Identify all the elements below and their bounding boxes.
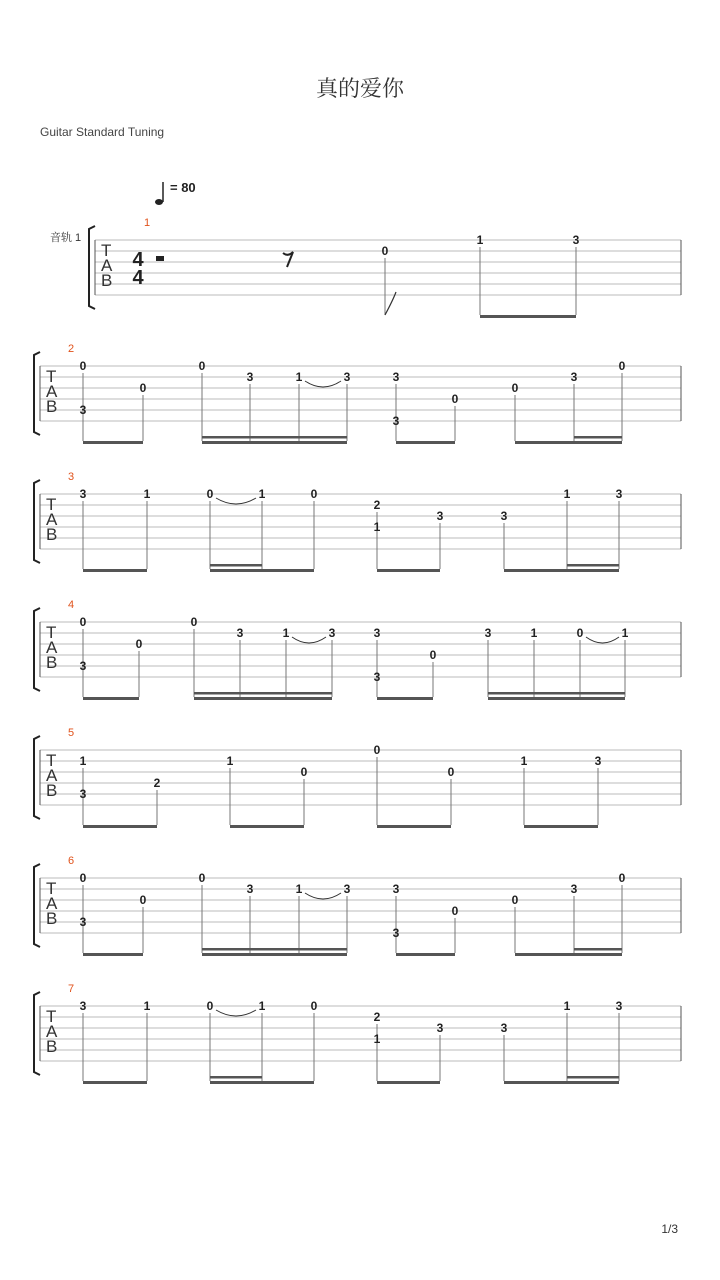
eighth-rest bbox=[283, 252, 293, 267]
fret-number: 0 bbox=[511, 893, 519, 907]
tab-system-5 bbox=[34, 727, 681, 828]
note-beam bbox=[202, 441, 347, 444]
fret-number: 0 bbox=[576, 626, 584, 640]
tab-letter: A bbox=[101, 256, 113, 275]
fret-number: 1 bbox=[476, 233, 484, 247]
note-beam bbox=[83, 825, 157, 828]
tuning-label: Guitar Standard Tuning bbox=[40, 125, 165, 139]
fret-number: 3 bbox=[594, 754, 602, 768]
note-beam bbox=[396, 441, 455, 444]
note-beam bbox=[210, 1081, 314, 1084]
note-beam bbox=[377, 1081, 440, 1084]
note-beam bbox=[504, 1081, 619, 1084]
tab-letter: T bbox=[46, 751, 57, 770]
note-beam-secondary bbox=[202, 436, 347, 439]
measure-number: 1 bbox=[144, 217, 151, 229]
fret-number: 1 bbox=[563, 999, 571, 1013]
note-beam bbox=[194, 697, 332, 700]
fret-number: 1 bbox=[143, 999, 151, 1013]
fret-number: 1 bbox=[563, 487, 571, 501]
tie-arc bbox=[305, 893, 341, 899]
fret-number: 0 bbox=[79, 359, 87, 373]
note-beam bbox=[210, 569, 314, 572]
fret-number: 0 bbox=[139, 381, 147, 395]
fret-number: 0 bbox=[511, 381, 519, 395]
note-beam bbox=[515, 441, 622, 444]
fret-number: 2 bbox=[373, 498, 381, 512]
tab-letter: B bbox=[46, 1037, 58, 1056]
fret-number: 3 bbox=[615, 999, 623, 1013]
fret-number: 3 bbox=[328, 626, 336, 640]
fret-number: 3 bbox=[392, 882, 400, 896]
fret-number: 0 bbox=[381, 244, 389, 258]
measure-number: 7 bbox=[68, 983, 75, 995]
fret-number: 3 bbox=[373, 670, 381, 684]
note-beam bbox=[83, 441, 143, 444]
tab-letter: T bbox=[46, 1007, 57, 1026]
tie-arc bbox=[586, 637, 619, 643]
fret-number: 0 bbox=[429, 648, 437, 662]
fret-number: 3 bbox=[343, 882, 351, 896]
fret-number: 0 bbox=[79, 871, 87, 885]
fret-number: 0 bbox=[206, 999, 214, 1013]
tab-letter: A bbox=[46, 766, 58, 785]
tie-arc bbox=[305, 381, 341, 387]
fret-number: 3 bbox=[246, 882, 254, 896]
note-beam bbox=[504, 569, 619, 572]
note-beam bbox=[488, 697, 625, 700]
time-signature-top: 4 bbox=[132, 249, 144, 271]
note-beam bbox=[524, 825, 598, 828]
tab-letter: T bbox=[46, 495, 57, 514]
note-beam bbox=[377, 569, 440, 572]
tab-system-1 bbox=[89, 217, 681, 318]
fret-number: 2 bbox=[373, 1010, 381, 1024]
fret-number: 1 bbox=[520, 754, 528, 768]
fret-number: 3 bbox=[373, 626, 381, 640]
fret-number: 0 bbox=[79, 615, 87, 629]
fret-number: 3 bbox=[79, 403, 87, 417]
tab-system-3 bbox=[34, 471, 681, 572]
measure-number: 4 bbox=[68, 599, 75, 611]
tab-letter: B bbox=[46, 525, 58, 544]
fret-number: 0 bbox=[451, 392, 459, 406]
tab-system-4 bbox=[34, 599, 681, 700]
fret-number: 0 bbox=[618, 359, 626, 373]
note-beam-secondary bbox=[574, 948, 622, 951]
fret-number: 3 bbox=[79, 999, 87, 1013]
tab-letter: A bbox=[46, 382, 58, 401]
note-beam-secondary bbox=[202, 948, 347, 951]
fret-number: 2 bbox=[153, 776, 161, 790]
fret-number: 1 bbox=[373, 1032, 381, 1046]
note-beam bbox=[377, 825, 451, 828]
system-bracket bbox=[89, 226, 95, 309]
tab-system-7 bbox=[34, 983, 681, 1084]
fret-number: 1 bbox=[295, 370, 303, 384]
note-beam-secondary bbox=[210, 1076, 262, 1079]
measure-number: 3 bbox=[68, 471, 75, 483]
tie-arc bbox=[216, 1010, 256, 1016]
fret-number: 3 bbox=[392, 926, 400, 940]
note-beam-secondary bbox=[194, 692, 332, 695]
fret-number: 0 bbox=[135, 637, 143, 651]
fret-number: 1 bbox=[258, 999, 266, 1013]
fret-number: 1 bbox=[226, 754, 234, 768]
note-beam bbox=[480, 315, 576, 318]
fret-number: 1 bbox=[621, 626, 629, 640]
note-beam bbox=[515, 953, 622, 956]
tab-letter: T bbox=[46, 623, 57, 642]
fret-number: 0 bbox=[139, 893, 147, 907]
note-beam-secondary bbox=[567, 564, 619, 567]
fret-number: 3 bbox=[484, 626, 492, 640]
fret-number: 1 bbox=[282, 626, 290, 640]
fret-number: 1 bbox=[295, 882, 303, 896]
fret-number: 3 bbox=[570, 370, 578, 384]
note-beam bbox=[396, 953, 455, 956]
fret-number: 3 bbox=[436, 509, 444, 523]
note-beam bbox=[377, 697, 433, 700]
fret-number: 3 bbox=[500, 509, 508, 523]
tab-letter: T bbox=[46, 879, 57, 898]
fret-number: 0 bbox=[190, 615, 198, 629]
tempo-marking: = 80 bbox=[170, 180, 196, 195]
system-bracket bbox=[34, 480, 40, 563]
quarter-note-icon bbox=[155, 199, 163, 205]
note-beam-secondary bbox=[488, 692, 625, 695]
note-beam bbox=[202, 953, 347, 956]
tab-letter: B bbox=[101, 271, 113, 290]
fret-number: 3 bbox=[236, 626, 244, 640]
fret-number: 3 bbox=[392, 414, 400, 428]
fret-number: 3 bbox=[79, 915, 87, 929]
measure-number: 6 bbox=[68, 855, 75, 867]
fret-number: 0 bbox=[447, 765, 455, 779]
fret-number: 3 bbox=[392, 370, 400, 384]
note-beam bbox=[230, 825, 304, 828]
fret-number: 0 bbox=[198, 359, 206, 373]
fret-number: 3 bbox=[572, 233, 580, 247]
fret-number: 3 bbox=[570, 882, 578, 896]
fret-number: 0 bbox=[373, 743, 381, 757]
tab-letter: A bbox=[46, 894, 58, 913]
note-beam bbox=[83, 697, 139, 700]
track-label: 音轨 1 bbox=[50, 232, 82, 244]
fret-number: 1 bbox=[258, 487, 266, 501]
tab-letter: A bbox=[46, 1022, 58, 1041]
tie-arc bbox=[216, 498, 256, 504]
fret-number: 0 bbox=[300, 765, 308, 779]
fret-number: 1 bbox=[79, 754, 87, 768]
system-bracket bbox=[34, 352, 40, 435]
tab-letter: B bbox=[46, 397, 58, 416]
measure-number: 5 bbox=[68, 727, 75, 739]
fret-number: 0 bbox=[451, 904, 459, 918]
tab-system-2 bbox=[34, 343, 681, 444]
fret-number: 3 bbox=[246, 370, 254, 384]
tab-letter: T bbox=[46, 367, 57, 386]
system-bracket bbox=[34, 992, 40, 1075]
tab-letter: B bbox=[46, 909, 58, 928]
fret-number: 3 bbox=[79, 659, 87, 673]
note-beam bbox=[83, 569, 147, 572]
fret-number: 0 bbox=[618, 871, 626, 885]
tab-letter: T bbox=[101, 241, 112, 260]
fret-number: 3 bbox=[500, 1021, 508, 1035]
fret-number: 0 bbox=[198, 871, 206, 885]
system-bracket bbox=[34, 608, 40, 691]
tab-letter: A bbox=[46, 510, 58, 529]
fret-number: 0 bbox=[206, 487, 214, 501]
note-beam-secondary bbox=[574, 436, 622, 439]
fret-number: 3 bbox=[79, 787, 87, 801]
tab-letter: B bbox=[46, 781, 58, 800]
fret-number: 1 bbox=[373, 520, 381, 534]
fret-number: 0 bbox=[310, 487, 318, 501]
song-title: 真的爱你 bbox=[315, 77, 404, 102]
measure-number: 2 bbox=[68, 343, 75, 355]
fret-number: 3 bbox=[343, 370, 351, 384]
tab-letter: B bbox=[46, 653, 58, 672]
tie-arc bbox=[292, 637, 326, 643]
note-beam bbox=[83, 953, 143, 956]
fret-number: 1 bbox=[530, 626, 538, 640]
fret-number: 3 bbox=[615, 487, 623, 501]
half-rest bbox=[156, 256, 164, 261]
system-bracket bbox=[34, 736, 40, 819]
tab-system-6 bbox=[34, 855, 681, 956]
note-beam-secondary bbox=[210, 564, 262, 567]
fret-number: 3 bbox=[436, 1021, 444, 1035]
system-bracket bbox=[34, 864, 40, 947]
time-signature-bottom: 4 bbox=[132, 267, 144, 289]
fret-number: 3 bbox=[79, 487, 87, 501]
note-beam bbox=[83, 1081, 147, 1084]
tab-letter: A bbox=[46, 638, 58, 657]
fret-number: 1 bbox=[143, 487, 151, 501]
fret-number: 0 bbox=[310, 999, 318, 1013]
page-number: 1/3 bbox=[661, 1222, 678, 1236]
note-beam-secondary bbox=[567, 1076, 619, 1079]
